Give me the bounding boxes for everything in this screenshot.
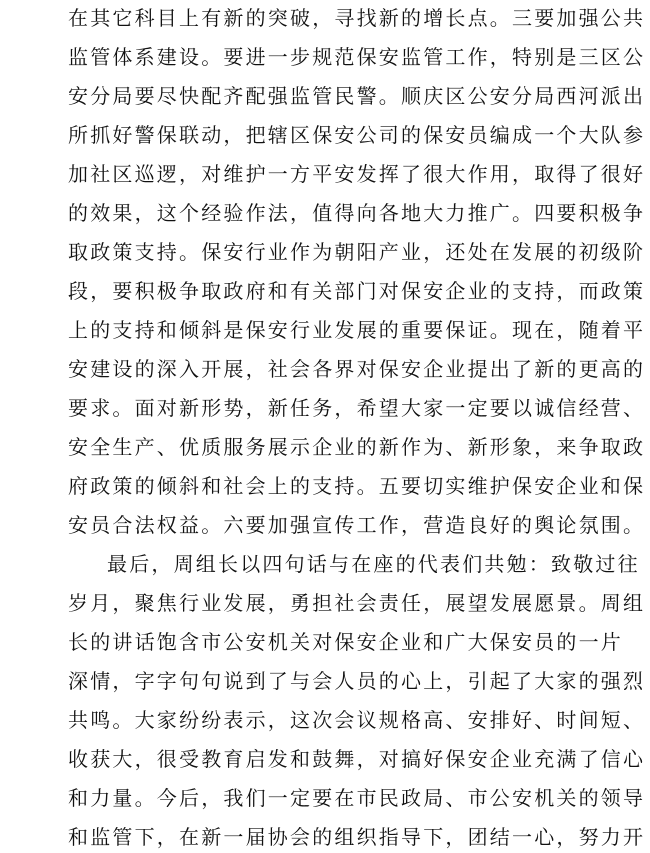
text-line: 安建设的深入开展，社会各界对保安企业提出了新的更高的 <box>68 357 646 381</box>
text-line: 上的支持和倾斜是保安行业发展的重要保证。现在，随着平 <box>68 318 646 342</box>
text-line: 岁月，聚焦行业发展，勇担社会责任，展望发展愿景。周组 <box>68 591 646 615</box>
text-line: 收获大，很受教育启发和鼓舞，对搞好保安企业充满了信心 <box>68 747 646 771</box>
text-line: 共鸣。大家纷纷表示，这次会议规格高、安排好、时间短、 <box>68 708 646 732</box>
text-line: 取政策支持。保安行业作为朝阳产业，还处在发展的初级阶 <box>68 240 646 264</box>
text-line: 段，要积极争取政府和有关部门对保安企业的支持，而政策 <box>68 279 646 303</box>
text-line: 安全生产、优质服务展示企业的新作为、新形象，来争取政 <box>68 435 646 459</box>
text-line: 长的讲话饱含市公安机关对保安企业和广大保安员的一片 <box>68 630 623 654</box>
text-line: 府政策的倾斜和社会上的支持。五要切实维护保安企业和保 <box>68 474 646 498</box>
text-line: 和监管下，在新一届协会的组织指导下，团结一心，努力开 <box>68 825 646 849</box>
text-line: 安分局要尽快配齐配强监管民警。顺庆区公安分局西河派出 <box>68 84 646 108</box>
text-line: 深情，字字句句说到了与会人员的心上，引起了大家的强烈 <box>68 669 646 693</box>
text-line: 监管体系建设。要进一步规范保安监管工作，特别是三区公 <box>68 45 646 69</box>
text-line: 加社区巡逻，对维护一方平安发挥了很大作用，取得了很好 <box>68 162 646 186</box>
text-line: 最后，周组长以四句话与在座的代表们共勉：致敬过往 <box>107 552 640 576</box>
text-line: 所抓好警保联动，把辖区保安公司的保安员编成一个大队参 <box>68 123 646 147</box>
text-line: 的效果，这个经验作法，值得向各地大力推广。四要积极争 <box>68 201 646 225</box>
text-line: 和力量。今后，我们一定要在市民政局、市公安机关的领导 <box>68 786 646 810</box>
text-line: 要求。面对新形势，新任务，希望大家一定要以诚信经营、 <box>68 396 646 420</box>
text-line: 安员合法权益。六要加强宣传工作，营造良好的舆论氛围。 <box>68 513 646 537</box>
text-line: 在其它科目上有新的突破，寻找新的增长点。三要加强公共 <box>68 6 646 30</box>
